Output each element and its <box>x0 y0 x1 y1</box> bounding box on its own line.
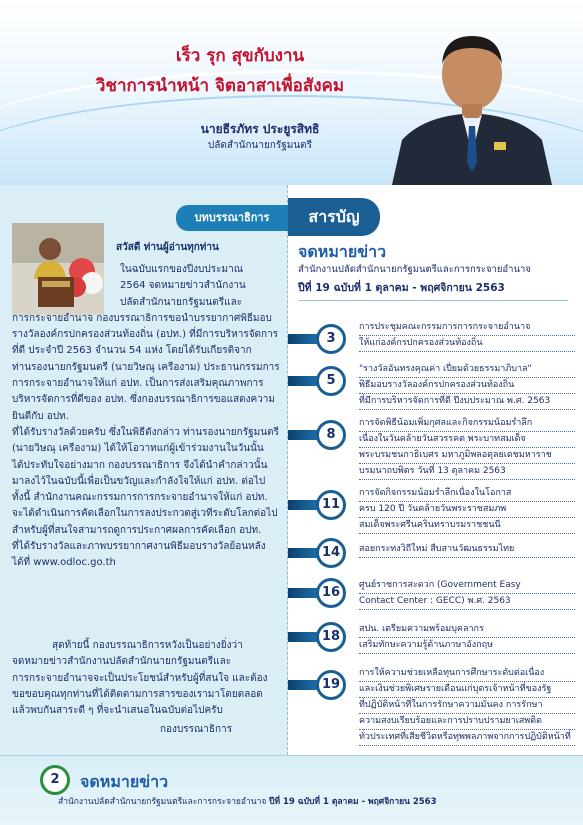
toc-text <box>359 320 575 352</box>
editorial-line: การกระจายอำนาจให้แก่ อปท. เป็นการส่งเสริมคุณภาพการ <box>12 378 264 390</box>
toc-page-number: 14 <box>316 538 346 568</box>
editorial-line: ปลัดสำนักนายกรัฐมนตรีและ <box>120 296 243 308</box>
editorial-line: สำหรับผู้ที่สนใจสามารถดูการประกาศผลการคัดเลือก อปท. <box>12 524 262 536</box>
toc-page-number: 3 <box>316 324 346 354</box>
editorial-line: ที่ได้รับรางวัลและภาพบรรยากาศงานพิธีมอบรางวัลย้อนหลัง <box>12 541 266 553</box>
page-number: 2 <box>40 765 70 795</box>
editorial-line: จะได้ดำเนินการคัดเลือกในการลงประกวดสู่เวทีระดับโลกต่อไป <box>12 508 278 520</box>
slogan-line-2: วิชาการนำหน้า จิตอาสาเพื่อสังคม <box>95 76 345 96</box>
slogan-line-1: เร็ว รุก สุขกับงาน <box>175 46 305 66</box>
editorial-line: บริหารจัดการที่ดีของ อปท. ซึ่งกองบรรณาธิการขอแสดงความยินดีกับ อปท. <box>12 394 276 422</box>
editorial-greeting: สวัสดี ท่านผู้อ่านทุกท่าน <box>116 242 219 253</box>
editorial-line: ขอขอบคุณทุกท่านที่ได้ติดตามการสารของเรามาโดยตลอด <box>12 688 263 700</box>
toc-line: การจัดพิธีน้อมเพิ่มกุศลและกิจกรรมน้อมรำลึก <box>359 416 575 432</box>
toc-line: การประชุมคณะกรรมการการกระจายอำนาจ <box>359 320 575 336</box>
editorial-line: ที่ได้รับรางวัลด้วยครับ ซึ่งในพิธีดังกล่าว ท่านรองนายกรัฐมนตรี <box>12 426 279 438</box>
toc-text <box>359 542 575 558</box>
toc-line: การจัดกิจกรรมน้อมรำลึกเนื่องในโอกาส <box>359 486 575 502</box>
toc-line: ที่ปฏิบัติหน้าที่ในการรักษาความมั่นคง การรักษา <box>359 698 575 714</box>
editorial-line: มาลงไว้ในฉบับนี้เพื่อเป็นขวัญและกำลังใจให้แก่ อปท. ต่อไป <box>12 475 266 487</box>
toc-line: สอยกระทงวิถีใหม่ สืบสานวัฒนธรรมไทย <box>359 542 575 558</box>
toc-line: ความสงบเรียบร้อยและการปราบปรามยาเสพติด <box>359 714 575 730</box>
editorial-line: (นายวิษณุ เครืองาม) ได้ให้โอวาทแก่ผู้เข้าร่วมงานในวันนั้น <box>12 443 264 455</box>
toc-text <box>359 666 575 746</box>
newsletter-subtitle: สำนักงานปลัดสำนักนายกรัฐมนตรีและการกระจายอำนาจ <box>298 264 531 275</box>
toc-line: พระบรมชนกาธิเบศร มหาภูมิพลอดุลยเดชมหาราช <box>359 448 575 464</box>
toc-line: สมเด็จพระศรีนครินทราบรมราชชนนี <box>359 518 575 534</box>
toc-text <box>359 578 575 610</box>
toc-page-number: 16 <box>316 578 346 608</box>
toc-line: สปน. เตรียมความพร้อมบุคลากร <box>359 622 575 638</box>
editorial-line: แล้วพบกันสาระดี ๆ ที่จะนำเสนอในฉบับต่อไปครับ <box>12 705 223 717</box>
editorial-line: ท่านรองนายกรัฐมนตรี (นายวิษณุ เครืองาม) ประธานกรรมการ <box>12 361 280 373</box>
toc-line: ครบ 120 ปี วันคล้ายวันพระราชสมภพ <box>359 502 575 518</box>
executive-name: นายธีรภัทร ประยูรสิทธิ <box>200 122 320 136</box>
toc-line: ทั่วประเทศที่เสียชีวิตหรือทุพพลภาพจากการปฏิบัติหน้าที่ <box>359 730 575 746</box>
toc-text <box>359 362 575 410</box>
toc-text <box>359 486 575 534</box>
footer-subtitle <box>58 794 437 808</box>
toc-text <box>359 622 575 654</box>
footer-issue: ปีที่ 19 ฉบับที่ 1 ตุลาคม - พฤศจิกายน 2563 <box>269 797 437 807</box>
executive-title: ปลัดสำนักนายกรัฐมนตรี <box>207 140 313 151</box>
toc-line: ให้แก่องค์กรปกครองส่วนท้องถิ่น <box>359 336 575 352</box>
editorial-paragraph-2 <box>12 638 280 719</box>
editorial-line: รางวัลองค์กรปกครองส่วนท้องถิ่น (อปท.) ที่มีการบริหารจัดการ <box>12 329 279 341</box>
toc-line: เนื่องในวันคล้ายวันสวรรคต พระบาทสมเด็จ <box>359 432 575 448</box>
editorial-line: การกระจายอำนาจ กองบรรณาธิการขอนำบรรยากาศพิธีมอบ <box>12 312 272 324</box>
toc-line: "รางวัลอันทรงคุณค่า เปี่ยมด้วยธรรมาภิบาล" <box>359 362 575 378</box>
editorial-line: ได้ที่ www.odloc.go.th <box>12 557 116 569</box>
newsletter-issue: ปีที่ 19 ฉบับที่ 1 ตุลาคม - พฤศจิกายน 2563 <box>298 282 505 294</box>
editorial-line: ที่ดี ประจำปี 2563 จำนวน 54 แห่ง โดยได้รับเกียรติจาก <box>12 345 252 357</box>
footer-office: สำนักงานปลัดสำนักนายกรัฐมนตรีและการกระจายอำนาจ <box>58 797 267 807</box>
toc-line: พิธีมอบรางวัลองค์กรปกครองส่วนท้องถิ่น <box>359 378 575 394</box>
editorial-line: 2564 จดหมายข่าวสำนักงาน <box>120 280 246 292</box>
editorial-line: ทั้งนี้ สำนักงานคณะกรรมการการกระจายอำนาจให้แก่ อปท. <box>12 492 268 504</box>
newsletter-title: จดหมายข่าว <box>298 242 387 261</box>
editorial-signoff: กองบรรณาธิการ <box>160 724 233 735</box>
editorial-line: การกระจายอำนาจจะเป็นประโยชน์สำหรับผู้ที่สนใจ และต้อง <box>12 672 268 684</box>
editorial-line: จดหมายข่าวสำนักงานปลัดสำนักนายกรัฐมนตรีและ <box>12 656 232 668</box>
divider <box>298 300 568 301</box>
toc-page-number: 18 <box>316 622 346 652</box>
toc-line: Contact Center : GECC) พ.ศ. 2563 <box>359 594 575 610</box>
editorial-paragraph-1 <box>12 262 280 572</box>
toc-line: การให้ความช่วยเหลือทุนการศึกษาระดับต่อเนื่อง <box>359 666 575 682</box>
toc-page-number: 19 <box>316 670 346 700</box>
toc-line: และเงินช่วยพิเศษรายเดือนแก่บุตรเจ้าหน้าที่ของรัฐ <box>359 682 575 698</box>
toc-line: เสริมทักษะความรู้ด้านภาษาอังกฤษ <box>359 638 575 654</box>
executive-portrait <box>392 22 552 185</box>
tab-contents: สารบัญ <box>288 198 380 236</box>
toc-page-number: 11 <box>316 490 346 520</box>
toc-line: ศูนย์ราชการสะดวก (Government Easy <box>359 578 575 594</box>
toc-text <box>359 416 575 480</box>
tab-editorial: บทบรรณาธิการ <box>176 205 288 231</box>
editorial-line: สุดท้ายนี้ กองบรรณาธิการหวังเป็นอย่างยิ่งว่า <box>52 640 243 651</box>
toc-page-number: 8 <box>316 420 346 450</box>
toc-line: บรมนาถบพิตร วันที่ 13 ตุลาคม 2563 <box>359 464 575 480</box>
footer-title: จดหมายข่าว <box>80 772 169 791</box>
toc-line: ที่มีการบริหารจัดการที่ดี ปีงบประมาณ พ.ศ. 2563 <box>359 394 575 410</box>
toc-page-number: 5 <box>316 366 346 396</box>
editorial-line: ได้ประทับใจอย่างมาก กองบรรณาธิการ จึงได้นำคำกล่าวนั้น <box>12 459 268 471</box>
editorial-line: ในฉบับแรกของปีงบประมาณ <box>120 264 243 275</box>
